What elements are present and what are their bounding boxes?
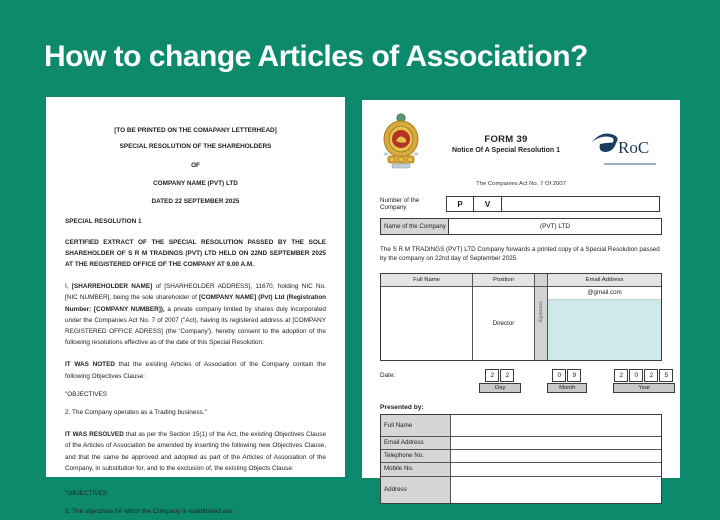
eroc-tagline-line [604, 163, 656, 165]
noted-lead: IT WAS NOTED [65, 361, 115, 369]
header-position: Position [473, 274, 535, 287]
day-digit-1: 2 [485, 369, 499, 382]
email-value: @gmail.com [548, 287, 661, 300]
header-signature [535, 274, 548, 287]
presented-label-full-name: Full Name [381, 415, 451, 436]
form-title: FORM 39 [484, 134, 528, 145]
noted-rest: that the existing Articles of Association of the Company contain the following Objectives Clause: [65, 361, 326, 380]
intro-s2: [SHARREHOLDER NAME] [71, 283, 153, 291]
signatories-table [380, 273, 662, 361]
intro-s5: a private company limited by shares duly incorporated under the Companies Act No. 7 of 2007 ("Act), having its registered address at [COMPANY REGISTERED OFFICE ADRESS] (the 'Company'), hereby consent to the adoption of the following resolutions effective as of the date of this Special Resolution: [65, 305, 326, 347]
eroc-logo-icon [590, 130, 662, 160]
doc-heading-line2: OF [191, 161, 200, 169]
company-name-label: Name of the Company [381, 219, 449, 234]
year-caption: Year [613, 383, 675, 393]
date-label: Date: [380, 371, 396, 379]
company-number-row [380, 196, 662, 212]
company-number-field [502, 196, 660, 212]
letterhead-note: [TO BE PRINTED ON THE COMAPANY LETTERHEAD] [114, 127, 277, 134]
presented-row-email [381, 437, 661, 450]
company-name-row [380, 218, 662, 235]
day-caption: Day [479, 383, 521, 393]
year-digit-3: 2 [644, 369, 658, 382]
year-digit-4: 5 [659, 369, 673, 382]
special-resolution-document [46, 97, 345, 516]
day-digit-2: 2 [500, 369, 514, 382]
presented-label-email: Email Address [381, 437, 451, 449]
intro-s1: I, [65, 283, 72, 291]
act-line: The Companies Act No. 7 Of 2007 [476, 181, 566, 187]
presented-row-address [381, 477, 661, 503]
cell-signature [535, 287, 548, 360]
doc-heading-line1: SPECIAL RESOLUTION OF THE SHAREHOLDERS [119, 143, 272, 151]
doc-heading-line4: DATED 22 SEPTEMBER 2025 [151, 197, 240, 205]
intro-s4: [COMPANY NAME] (Pvt) Ltd (Registration Number: [COMPANY NUMBER]), [65, 294, 327, 313]
header-email: Email Address [548, 274, 661, 287]
form-39-document [362, 100, 680, 494]
presented-label-mobile: Mobile No. [381, 463, 451, 476]
year-digit-1: 2 [614, 369, 628, 382]
eroc-logo-text: RoC [618, 138, 650, 157]
presented-label-telephone: Telephone No. [381, 450, 451, 462]
presented-value-address [451, 477, 661, 503]
cell-position: Director [473, 287, 535, 360]
cell-email [548, 287, 661, 360]
year-digit-2: 0 [629, 369, 643, 382]
form-intro-paragraph: The S R M TRADINGS (PVT) LTD Company forwards a printed copy of a Special Resolution passed by the company on 22nd day of September 2025. [380, 246, 660, 263]
date-month-group [547, 369, 587, 393]
presented-value-email [451, 437, 661, 449]
objectives-item: 2. The Company operates as a Trading business." [65, 408, 207, 416]
month-digit-2: 9 [567, 369, 581, 382]
objectives-item-2: 2. The objectives for which the Company is established are: [65, 508, 234, 516]
header-full-name: Full Name [381, 274, 473, 287]
presented-row-telephone [381, 450, 661, 463]
presented-value-telephone [451, 450, 661, 462]
email-highlight-area [548, 300, 661, 360]
date-year-group [613, 369, 675, 393]
month-digit-1: 0 [552, 369, 566, 382]
resolved-rest: that as per the Section 15(1) of the Act, the existing Objectives Clause of the Articles of Association be amended by inserting the following new Objectives Clause, and that the same be approved and adopted as part of the Articles of Association of the Company, in substitution for, and to the exclusion of, the existing Objects Clause: [65, 431, 327, 472]
date-day-group [479, 369, 521, 393]
presented-by-table [380, 414, 662, 504]
certified-paragraph: CERTIFIED EXTRACT OF THE SPECIAL RESOLUTION PASSED BY THE SOLE SHAREHOLDER OF S R M TRADINGS (PVT) LTD HELD ON 22ND SEPTEMBER 2025 AT THE REGISTERED OFFICE OF THE COMPANY AT 9.00 A.M. [65, 238, 326, 268]
resolved-paragraph [65, 429, 326, 474]
presented-by-title: Presented by: [380, 403, 424, 411]
month-caption: Month [547, 383, 587, 393]
noted-paragraph [65, 359, 326, 381]
signatories-data-row [381, 287, 661, 360]
form-header [380, 112, 662, 172]
cell-full-name [381, 287, 473, 360]
presented-value-full-name [451, 415, 661, 436]
presented-label-address: Address [381, 477, 451, 503]
company-number-label: Number of the Company [380, 197, 420, 211]
resolved-lead: IT WAS RESOLVED [65, 431, 124, 439]
company-number-box-v: V [474, 196, 502, 212]
doc-heading-line3: COMPANY NAME (PVT) LTD [153, 179, 238, 187]
sri-lanka-emblem-icon [380, 112, 422, 172]
intro-paragraph [65, 281, 326, 348]
section-title: SPECIAL RESOLUTION 1 [65, 218, 142, 226]
objectives-open-2: "OBJECTIVES [65, 489, 108, 497]
intro-s3: of [SHARHEOLDER ADDRESS], 11670, holding NIC No. [NIC NUMBER], being the sole shareholder of [65, 283, 326, 302]
company-number-box-p: P [446, 196, 474, 212]
eroc-logo [590, 112, 662, 165]
presented-row-full-name [381, 415, 661, 437]
company-name-value: (PVT) LTD [539, 223, 571, 230]
page-title: How to change Articles of Association? [44, 40, 588, 73]
signatories-header-row [381, 274, 661, 287]
date-row [380, 369, 669, 393]
signature-vertical-label: Signature [538, 300, 544, 323]
presented-value-mobile [451, 463, 661, 476]
presented-row-mobile [381, 463, 661, 477]
objectives-open: "OBJECTIVES [65, 390, 108, 398]
form-subtitle: Notice Of A Special Resolution 1 [451, 147, 560, 154]
